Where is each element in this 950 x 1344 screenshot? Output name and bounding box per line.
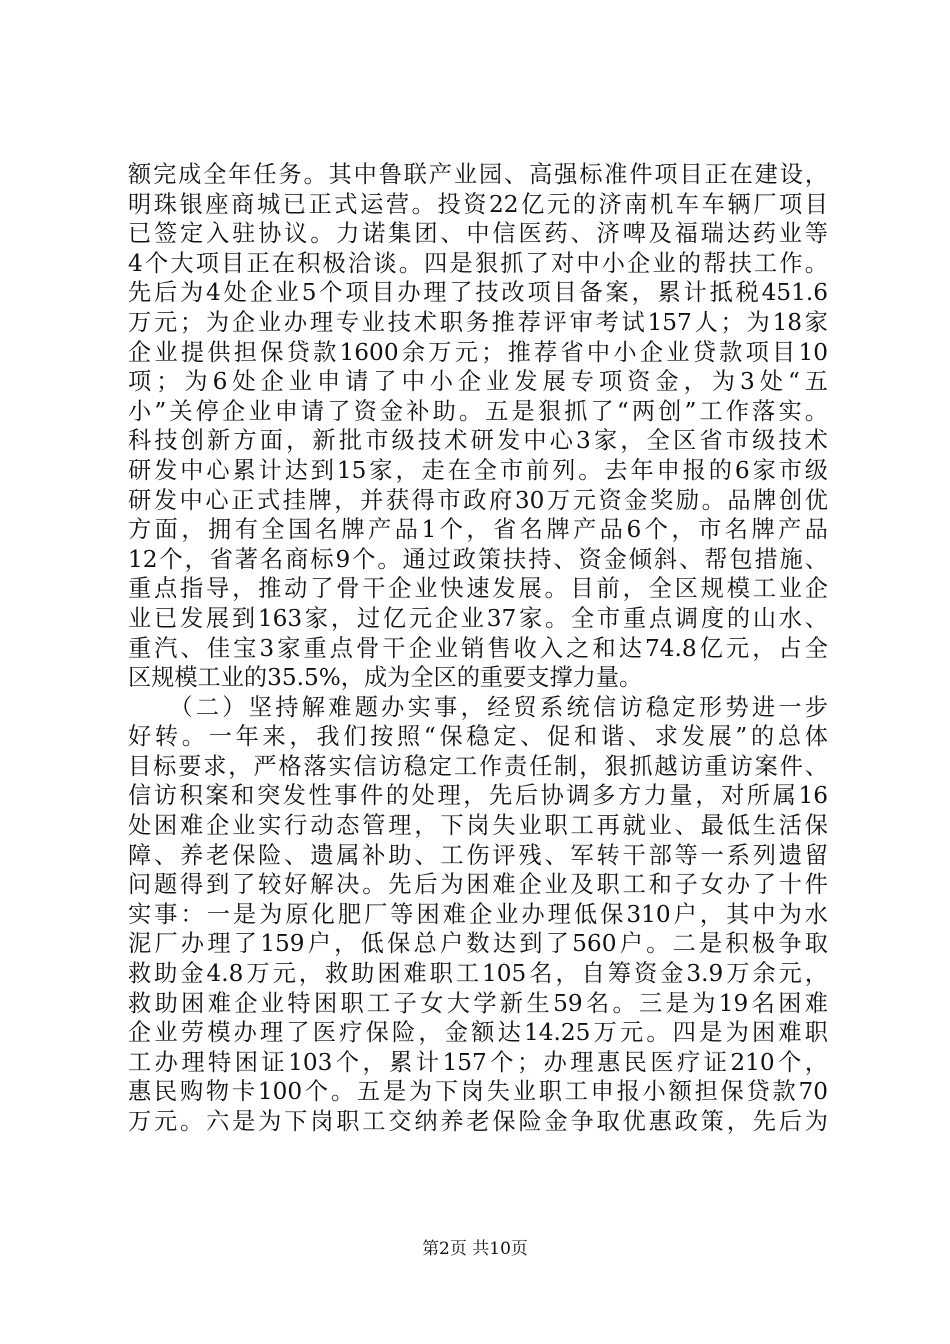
- text-line: 实事：一是为原化肥厂等困难企业办理低保310户，其中为水: [128, 900, 828, 928]
- text-line: 好转。一年来，我们按照“保稳定、促和谐、求发展”的总体: [128, 723, 828, 751]
- text-line: 处困难企业实行动态管理，下岗失业职工再就业、最低生活保: [128, 812, 828, 840]
- text-line: 项；为6处企业申请了中小企业发展专项资金，为3处“五: [128, 368, 828, 396]
- text-line: 重点指导，推动了骨干企业快速发展。目前，全区规模工业企: [128, 575, 828, 603]
- text-line: 信访积案和突发性事件的处理，先后协调多方力量，对所属16: [128, 782, 828, 810]
- text-line: 万元。六是为下岗职工交纳养老保险金争取优惠政策，先后为: [128, 1108, 828, 1135]
- text-line: 科技创新方面，新批市级技术研发中心3家，全区省市级技术: [128, 427, 828, 455]
- text-line: 企业劳模办理了医疗保险，金额达14.25万元。四是为困难职: [128, 1019, 828, 1047]
- text-line: 方面，拥有全国名牌产品1个，省名牌产品6个，市名牌产品: [128, 516, 828, 544]
- text-line: 12个，省著名商标9个。通过政策扶持、资金倾斜、帮包措施、: [128, 545, 828, 573]
- text-line: 研发中心累计达到15家，走在全市前列。去年申报的6家市级: [128, 456, 828, 484]
- text-line: 工办理特困证103个，累计157个；办理惠民医疗证210个，: [128, 1048, 828, 1076]
- text-line: 小”关停企业申请了资金补助。五是狠抓了“两创”工作落实。: [128, 397, 828, 425]
- text-line: 救助金4.8万元，救助困难职工105名，自筹资金3.9万余元，: [128, 960, 828, 988]
- text-line: 惠民购物卡100个。五是为下岗失业职工申报小额担保贷款70: [128, 1078, 828, 1106]
- text-line: 目标要求，严格落实信访稳定工作责任制，狠抓越访重访案件、: [128, 752, 828, 780]
- page-footer: 第2页 共10页: [422, 1239, 528, 1259]
- text-line: 已签定入驻协议。力诺集团、中信医药、济啤及福瑞达药业等: [128, 220, 828, 248]
- text-line: 救助困难企业特困职工子女大学新生59名。三是为19名困难: [128, 989, 828, 1017]
- text-line: 重汽、佳宝3家重点骨干企业销售收入之和达74.8亿元，占全: [128, 634, 828, 662]
- text-line: 障、养老保险、遗属补助、工伤评残、军转干部等一系列遗留: [128, 841, 828, 869]
- text-line: 企业提供担保贷款1600余万元；推荐省中小企业贷款项目10: [128, 338, 828, 366]
- text-line: 问题得到了较好解决。先后为困难企业及职工和子女办了十件: [128, 871, 828, 899]
- text-line: 明珠银座商城已正式运营。投资22亿元的济南机车车辆厂项目: [128, 190, 828, 218]
- text-line: 先后为4处企业5个项目办理了技改项目备案，累计抵税451.6: [128, 279, 828, 307]
- text-line: 区规模工业的35.5%，成为全区的重要支撑力量。: [128, 664, 643, 692]
- text-line: 泥厂办理了159户，低保总户数达到了560户。二是积极争取: [128, 930, 828, 958]
- text-line: 万元；为企业办理专业技术职务推荐评审考试157人；为18家: [128, 308, 828, 336]
- text-line: 研发中心正式挂牌，并获得市政府30万元资金奖励。品牌创优: [128, 486, 828, 514]
- text-line: 4个大项目正在积极洽谈。四是狠抓了对中小企业的帮扶工作。: [128, 249, 828, 277]
- text-line: 额完成全年任务。其中鲁联产业园、高强标准件项目正在建设，: [128, 161, 828, 188]
- body-text: [128, 160, 828, 1137]
- text-line: （二）坚持解难题办实事，经贸系统信访稳定形势进一步: [128, 693, 828, 721]
- text-line: 业已发展到163家，过亿元企业37家。全市重点调度的山水、: [128, 604, 828, 632]
